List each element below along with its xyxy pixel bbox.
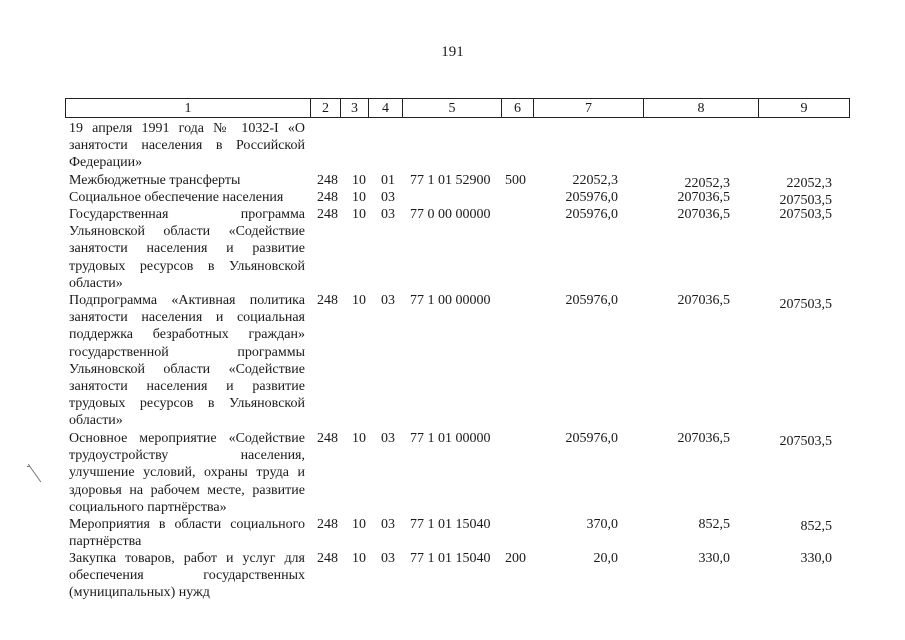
row-col-5: 77 1 01 00000	[410, 431, 491, 446]
row-col-9: 207503,5	[779, 434, 832, 449]
row-col-7: 20,0	[593, 551, 618, 566]
row-col-7: 370,0	[586, 517, 618, 532]
row-col-8: 207036,5	[677, 207, 730, 222]
row-col-4: 03	[381, 517, 395, 532]
row-col-8: 22052,3	[684, 176, 730, 191]
row-col-9: 207503,5	[779, 207, 832, 222]
scan-mark	[27, 466, 30, 467]
header-col-1: 1	[65, 98, 310, 118]
row-col-4: 03	[381, 207, 395, 222]
row-col-4: 03	[381, 190, 395, 205]
row-col-8: 330,0	[698, 551, 730, 566]
row-col-4: 03	[381, 551, 395, 566]
row-description: Основное мероприятие «Содействие трудоустройству населения, улучшение условий, охраны труда и здоровья на рабочем месте, развитие социального партнёрства»	[69, 431, 305, 515]
row-col-6: 200	[505, 551, 526, 566]
row-col-4: 03	[381, 293, 395, 308]
row-col-7: 205976,0	[565, 293, 618, 308]
row-col-3: 10	[352, 173, 366, 188]
row-col-7: 205976,0	[565, 431, 618, 446]
row-col-5: 77 1 01 15040	[410, 551, 491, 566]
row-col-4: 03	[381, 431, 395, 446]
row-col-6: 500	[505, 173, 526, 188]
row-col-3: 10	[352, 293, 366, 308]
row-col-9: 22052,3	[786, 176, 832, 191]
row-description: Социальное обеспечение населения	[69, 190, 284, 205]
row-col-5: 77 1 00 00000	[410, 293, 491, 308]
row-col-8: 207036,5	[677, 431, 730, 446]
header-col-5: 5	[402, 98, 501, 118]
row-col-9: 207503,5	[779, 297, 832, 312]
row-col-9: 207503,5	[779, 193, 832, 208]
row-description: 19 апреля 1991 года № 1032-I «О занятости населения в Российской Федерации»	[69, 121, 305, 171]
row-col-9: 330,0	[800, 551, 832, 566]
row-col-8: 207036,5	[677, 293, 730, 308]
row-col-7: 205976,0	[565, 190, 618, 205]
row-col-3: 10	[352, 517, 366, 532]
row-col-2: 248	[317, 517, 338, 532]
row-col-5: 77 1 01 52900	[410, 173, 491, 188]
row-col-7: 205976,0	[565, 207, 618, 222]
header-col-3: 3	[340, 98, 368, 118]
row-col-2: 248	[317, 551, 338, 566]
header-col-4: 4	[368, 98, 402, 118]
page-number: 191	[441, 44, 464, 60]
row-col-3: 10	[352, 431, 366, 446]
header-col-6: 6	[501, 98, 533, 118]
header-col-2: 2	[310, 98, 340, 118]
row-description: Подпрограмма «Активная политика занятости населения и социальная поддержка безработных граждан» государственной программы Ульяновской области «Содействие занятости населения и развитие трудовых ресурсов в Ульяновской области»	[69, 293, 305, 429]
row-col-5: 77 1 01 15040	[410, 517, 491, 532]
row-col-3: 10	[352, 207, 366, 222]
row-description: Мероприятия в области социального партнёрства	[69, 517, 305, 550]
row-description: Межбюджетные трансферты	[69, 173, 241, 188]
row-col-5: 77 0 00 00000	[410, 207, 491, 222]
row-col-4: 01	[381, 173, 395, 188]
row-col-9: 852,5	[800, 519, 832, 534]
row-col-3: 10	[352, 551, 366, 566]
row-col-8: 852,5	[698, 517, 730, 532]
row-col-2: 248	[317, 431, 338, 446]
row-col-2: 248	[317, 293, 338, 308]
row-col-7: 22052,3	[572, 173, 618, 188]
row-col-2: 248	[317, 190, 338, 205]
row-col-2: 248	[317, 207, 338, 222]
header-col-9: 9	[758, 98, 850, 118]
row-col-2: 248	[317, 173, 338, 188]
row-description: Государственная программа Ульяновской области «Содействие занятости населения и развитие трудовых ресурсов в Ульяновской области»	[69, 207, 305, 291]
row-description: Закупка товаров, работ и услуг для обеспечения государственных (муниципальных) нужд	[69, 551, 305, 601]
header-col-8: 8	[643, 98, 758, 118]
header-col-7: 7	[533, 98, 643, 118]
row-col-3: 10	[352, 190, 366, 205]
row-col-8: 207036,5	[677, 190, 730, 205]
